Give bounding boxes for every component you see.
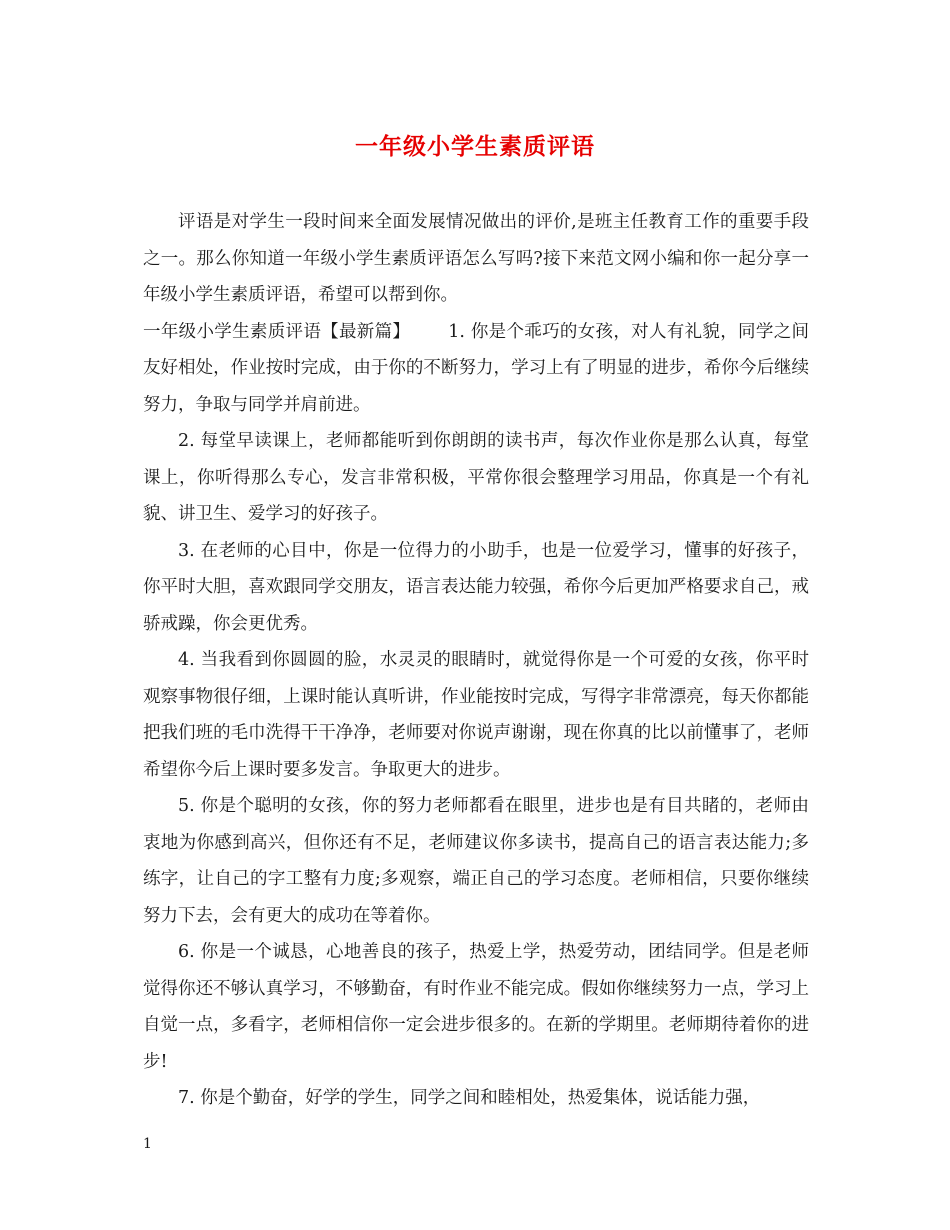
comment-item-7: 7. 你是个勤奋，好学的学生，同学之间和睦相处，热爱集体，说话能力强， xyxy=(178,1088,761,1108)
document-body xyxy=(143,204,809,1117)
comment-item-4: 4. 当我看到你圆圆的脸，水灵灵的眼睛时，就觉得你是一个可爱的女孩，你平时观察事物很仔细，上课时能认真听讲，作业能按时完成，写得字非常漂亮，每天你都能把我们班的毛巾洗得干干净净，老师要对你说声谢谢，现在你真的比以前懂事了，老师希望你今后上课时要多发言。争取更大的进步。 xyxy=(143,650,809,780)
intro-paragraph: 评语是对学生一段时间来全面发展情况做出的评价,是班主任教育工作的重要手段之一。那么你知道一年级小学生素质评语怎么写吗?接下来范文网小编和你一起分享一年级小学生素质评语，希望可以帮到你。 xyxy=(143,212,809,305)
page-number: 1 xyxy=(143,1136,152,1152)
comment-item-3: 3. 在老师的心目中，你是一位得力的小助手，也是一位爱学习，懂事的好孩子，你平时大胆，喜欢跟同学交朋友，语言表达能力较强，希你今后更加严格要求自己，戒骄戒躁，你会更优秀。 xyxy=(143,540,809,634)
document-title: 一年级小学生素质评语 xyxy=(355,133,595,160)
comment-item-6: 6. 你是一个诚恳，心地善良的孩子，热爱上学，热爱劳动，团结同学。但是老师觉得你还不够认真学习，不够勤奋，有时作业不能完成。假如你继续努力一点，学习上自觉一点，多看字，老师相信你一定会进步很多的。在新的学期里。老师期待着你的进步! xyxy=(143,942,809,1072)
section-paragraph xyxy=(143,314,809,424)
comment-item-5: 5. 你是个聪明的女孩，你的努力老师都看在眼里，进步也是有目共睹的，老师由衷地为你感到高兴，但你还有不足，老师建议你多读书，提高自己的语言表达能力;多练字，让自己的字工整有力度;多观察，端正自己的学习态度。老师相信，只要你继续努力下去，会有更大的成功在等着你。 xyxy=(143,796,809,926)
comment-item-1: 1. 你是个乖巧的女孩，对人有礼貌，同学之间友好相处，作业按时完成，由于你的不断努力，学习上有了明显的进步，希你今后继续努力，争取与同学并肩前进。 xyxy=(143,321,810,415)
comment-item-2: 2. 每堂早读课上，老师都能听到你朗朗的读书声，每次作业你是那么认真，每堂课上，你听得那么专心，发言非常积极，平常你很会整理学习用品，你真是一个有礼貌、讲卫生、爱学习的好孩子。 xyxy=(143,431,809,524)
section-heading: 一年级小学生素质评语【最新篇】 xyxy=(143,321,411,342)
